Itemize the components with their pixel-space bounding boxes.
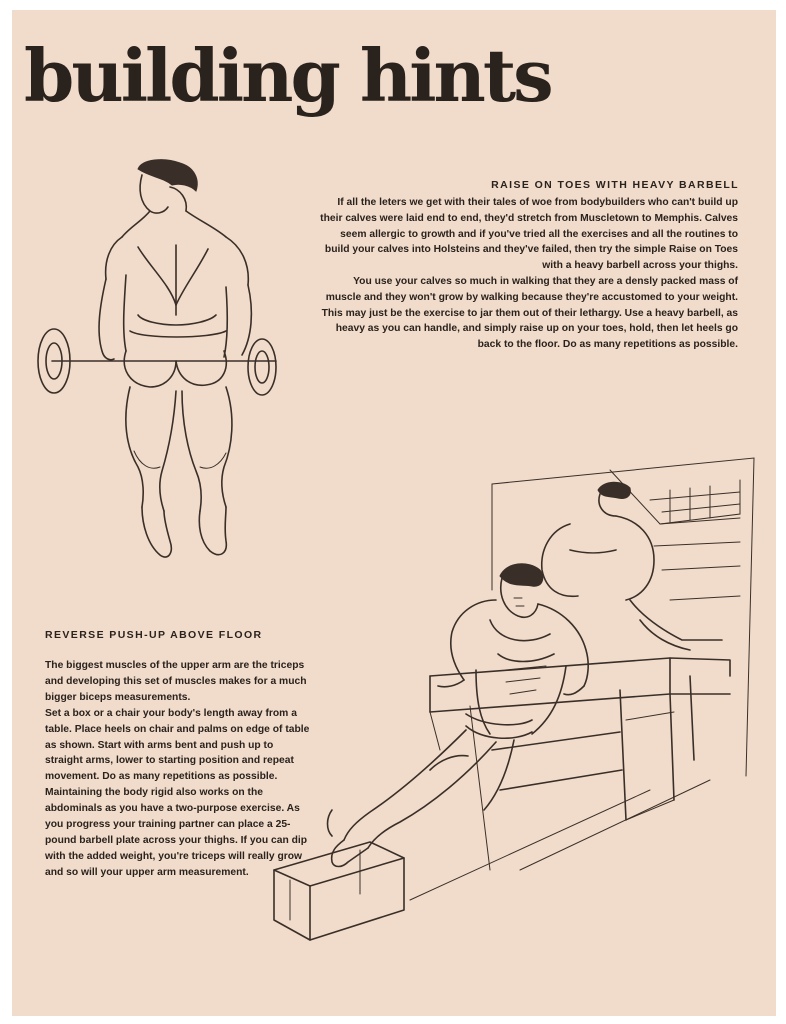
reverse-pushup-illustration bbox=[270, 450, 760, 955]
reverse-paragraph: Set a box or a chair your body's length away from a table. Place heels on chair and palms on edge of table as shown. Start with arms bent and push up to straight arms, lower to starting position and repeat movement. Do as many repetitions as possible. bbox=[45, 707, 310, 783]
reverse-paragraph: Maintaining the body rigid also works on the abdominals as you have a two-purpose exercise. As you progress your training partner can place a 25-pound barbell plate across your thighs. If you can dip with the added weight, you're triceps will really grow and so will your upper arm measurement. bbox=[45, 787, 308, 878]
reverse-pushup-heading: REVERSE PUSH-UP ABOVE FLOOR bbox=[45, 629, 263, 641]
reverse-pushup-body bbox=[45, 658, 313, 881]
page-title: building hints bbox=[24, 33, 551, 118]
raise-paragraph: If all the leters we get with their tales of woe from bodybuilders who can't build up their calves were laid end to end, they'd stretch from Muscletown to Memphis. Calves seem allergic to growth and if you've tried all the exercises and all the routines to build your calves into Holsteins and they've failed, then try the simple Raise on Toes with a heavy barbell across your thighs. bbox=[320, 197, 738, 272]
calf-raise-figure-illustration bbox=[30, 155, 280, 570]
raise-on-toes-heading: RAISE ON TOES WITH HEAVY BARBELL bbox=[491, 179, 739, 191]
raise-paragraph: You use your calves so much in walking that they are a densly packed mass of muscle and they won't grow by walking because they're accustomed to your weight. This may just be the exercise to jar them out of their lethargy. Use a heavy barbell, as heavy as you can handle, and simply raise up on your toes, hold, then let heels go back to the floor. Do as many repetitions as possible. bbox=[321, 275, 738, 351]
raise-on-toes-body bbox=[320, 195, 738, 353]
reverse-paragraph: The biggest muscles of the upper arm are the triceps and developing this set of muscles makes for a much bigger biceps measurements. bbox=[45, 660, 307, 703]
